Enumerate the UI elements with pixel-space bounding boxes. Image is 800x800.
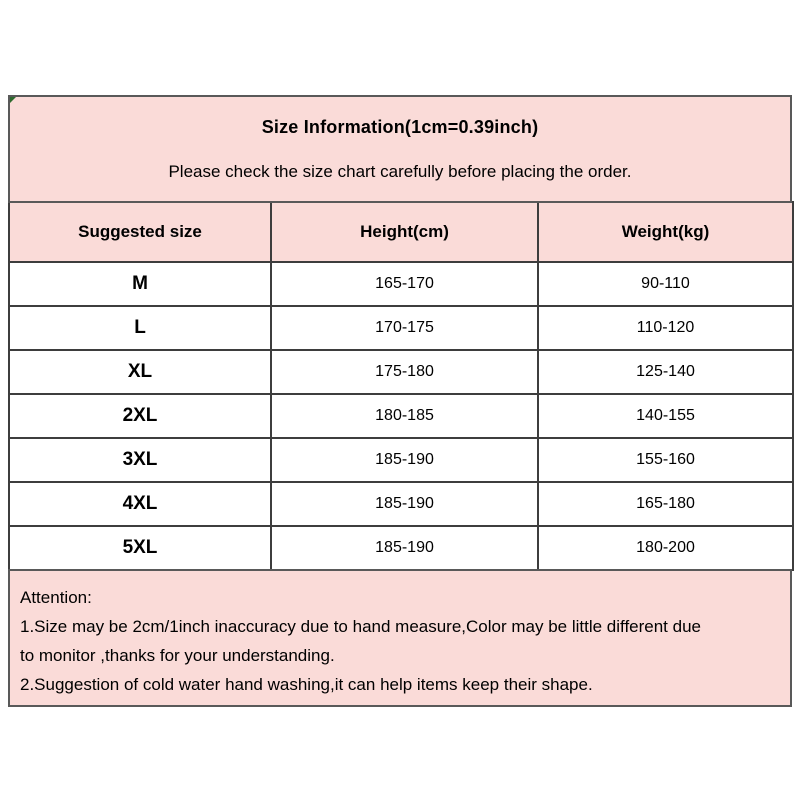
size-cell: 3XL bbox=[9, 438, 271, 482]
size-cell: M bbox=[9, 262, 271, 306]
table-row bbox=[9, 394, 793, 438]
table-header-row bbox=[9, 202, 793, 262]
height-cell: 175-180 bbox=[271, 350, 538, 394]
table-row bbox=[9, 306, 793, 350]
height-cell: 185-190 bbox=[271, 526, 538, 570]
weight-cell: 165-180 bbox=[538, 482, 793, 526]
column-header-weight: Weight(kg) bbox=[538, 202, 793, 262]
size-cell: 4XL bbox=[9, 482, 271, 526]
height-cell: 180-185 bbox=[271, 394, 538, 438]
weight-cell: 180-200 bbox=[538, 526, 793, 570]
size-info-header bbox=[8, 95, 792, 203]
size-cell: 5XL bbox=[9, 526, 271, 570]
table-row bbox=[9, 438, 793, 482]
size-table bbox=[8, 201, 794, 571]
attention-line: 1.Size may be 2cm/1inch inaccuracy due to hand measure,Color may be little different due bbox=[20, 617, 701, 636]
column-header-size: Suggested size bbox=[9, 202, 271, 262]
table-row bbox=[9, 482, 793, 526]
attention-note bbox=[8, 569, 792, 707]
table-row bbox=[9, 262, 793, 306]
height-cell: 185-190 bbox=[271, 438, 538, 482]
height-cell: 170-175 bbox=[271, 306, 538, 350]
size-cell: L bbox=[9, 306, 271, 350]
attention-line: Attention: bbox=[20, 588, 92, 607]
weight-cell: 110-120 bbox=[538, 306, 793, 350]
height-cell: 165-170 bbox=[271, 262, 538, 306]
weight-cell: 125-140 bbox=[538, 350, 793, 394]
weight-cell: 140-155 bbox=[538, 394, 793, 438]
size-cell: XL bbox=[9, 350, 271, 394]
height-cell: 185-190 bbox=[271, 482, 538, 526]
attention-line: 2.Suggestion of cold water hand washing,it can help items keep their shape. bbox=[20, 675, 593, 694]
size-cell: 2XL bbox=[9, 394, 271, 438]
table-row bbox=[9, 350, 793, 394]
attention-line: to monitor ,thanks for your understanding. bbox=[20, 646, 335, 665]
column-header-height: Height(cm) bbox=[271, 202, 538, 262]
weight-cell: 90-110 bbox=[538, 262, 793, 306]
size-info-title: Size Information(1cm=0.39inch) bbox=[261, 116, 539, 137]
size-info-subtitle: Please check the size chart carefully before placing the order. bbox=[168, 161, 632, 181]
weight-cell: 155-160 bbox=[538, 438, 793, 482]
table-row bbox=[9, 526, 793, 570]
corner-mark bbox=[10, 97, 16, 103]
size-chart-sheet bbox=[8, 95, 792, 707]
